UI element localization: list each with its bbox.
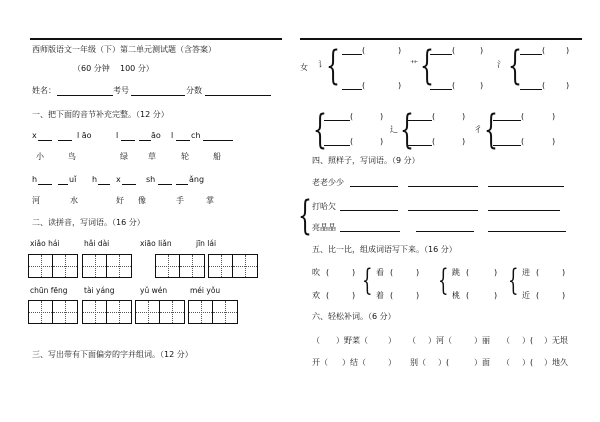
- paren-close: ): [380, 137, 384, 146]
- compare-char: 近: [522, 291, 530, 300]
- paren-close: ): [494, 291, 498, 300]
- writing-grid[interactable]: [155, 254, 205, 278]
- fill-part: ）(: [438, 358, 450, 367]
- exam-no-field[interactable]: [131, 95, 185, 96]
- fill-part: 开（: [312, 358, 328, 367]
- answer-blank[interactable]: [340, 210, 398, 211]
- compare-char: 欢: [312, 291, 320, 300]
- fill-part: ）无垠: [544, 336, 568, 345]
- char: 轮: [181, 152, 189, 161]
- answer-blank[interactable]: [520, 54, 542, 55]
- fill-part: （: [502, 358, 510, 367]
- paren-close: ): [566, 81, 570, 90]
- paren-open: (: [452, 81, 456, 90]
- answer-blank[interactable]: [350, 186, 398, 187]
- paren-close: ): [480, 81, 484, 90]
- pinyin-word: hǎi dài: [84, 239, 110, 248]
- paren-open: (: [326, 291, 330, 300]
- paren-close: ): [494, 268, 498, 277]
- answer-blank[interactable]: [488, 186, 564, 187]
- pinyin-part: uǐ: [69, 175, 77, 184]
- radical: 艹: [410, 60, 418, 69]
- pinyin-part: ǎng: [189, 175, 205, 184]
- answer-blank[interactable]: [430, 54, 452, 55]
- exam-no-label: 考号: [113, 86, 129, 95]
- paren-close: ): [552, 112, 556, 121]
- answer-blank[interactable]: [408, 120, 432, 121]
- char: 船: [213, 152, 221, 161]
- radical: 讠: [318, 60, 326, 69]
- radical: 辶: [390, 125, 398, 134]
- brace: {: [400, 107, 414, 153]
- writing-grid[interactable]: [188, 300, 238, 324]
- brace: {: [313, 107, 327, 153]
- char: 鸟: [68, 152, 76, 161]
- fill-part: ）(: [522, 358, 534, 367]
- paren-open: (: [432, 137, 436, 146]
- pinyin-part: l: [171, 131, 174, 140]
- paren-close: ): [462, 137, 466, 146]
- answer-blank[interactable]: [324, 145, 350, 146]
- compare-char: 看: [376, 268, 384, 277]
- fill-part: （: [408, 336, 416, 345]
- paren-open: (: [521, 137, 525, 146]
- example-word: 老老少少: [312, 178, 344, 187]
- paren-open: (: [536, 291, 540, 300]
- exam-title: 西师版语文一年级（下）第二单元测试题（含答案）: [32, 45, 216, 54]
- paren-close: ): [480, 46, 484, 55]
- answer-blank[interactable]: [493, 120, 521, 121]
- brace: {: [484, 107, 498, 153]
- answer-blank[interactable]: [408, 210, 478, 211]
- pinyin-part: l: [116, 131, 119, 140]
- top-rule-right: [300, 38, 582, 40]
- compare-char: 跳: [452, 268, 460, 277]
- pinyin-word: chūn fēng: [30, 286, 68, 295]
- pinyin-blank[interactable]: [176, 184, 188, 185]
- fill-part: ）地久: [544, 358, 568, 367]
- answer-blank[interactable]: [342, 89, 362, 90]
- pinyin-word: jīn lái: [196, 239, 217, 248]
- pinyin-word: méi yǒu: [190, 286, 221, 295]
- paren-close: ): [562, 268, 566, 277]
- answer-blank[interactable]: [408, 186, 478, 187]
- pinyin-blank[interactable]: [158, 184, 172, 185]
- section-6-title: 六、轻松补词。（6 分）: [312, 312, 396, 321]
- char: 像: [138, 196, 146, 205]
- pinyin-part: ch: [191, 131, 201, 140]
- paren-close: ): [352, 291, 356, 300]
- pinyin-blank[interactable]: [38, 184, 52, 185]
- fill-part: 别（: [410, 358, 426, 367]
- fill-part: ）丽: [474, 336, 490, 345]
- answer-blank[interactable]: [488, 210, 560, 211]
- brace: {: [508, 263, 519, 298]
- fill-part: ）面: [474, 358, 490, 367]
- paren-close: ): [398, 81, 402, 90]
- section-4-title: 四、照样子，写词语。（9 分）: [312, 156, 420, 165]
- paren-open: (: [350, 137, 354, 146]
- paren-close: ): [462, 112, 466, 121]
- answer-blank[interactable]: [488, 231, 566, 232]
- fill-part: ）: [388, 358, 396, 367]
- pinyin-blank[interactable]: [122, 184, 136, 185]
- name-label: 姓名：: [32, 86, 56, 95]
- brace: {: [420, 43, 434, 89]
- fill-part: ）(: [522, 336, 534, 345]
- pinyin-blank[interactable]: [176, 140, 190, 141]
- pinyin-part: h: [32, 175, 38, 184]
- paren-close: ): [552, 137, 556, 146]
- paren-open: (: [542, 81, 546, 90]
- paren-close: ): [562, 291, 566, 300]
- paren-open: (: [521, 112, 525, 121]
- pinyin-blank[interactable]: [38, 140, 52, 141]
- compare-char: 进: [522, 268, 530, 277]
- brace: {: [508, 43, 522, 89]
- radical: 彳: [474, 125, 482, 134]
- char: 水: [70, 196, 78, 205]
- pinyin-blank[interactable]: [58, 184, 68, 185]
- section-2-title: 二、读拼音，写词语。（16 分）: [32, 218, 145, 227]
- name-field[interactable]: [57, 95, 113, 96]
- pinyin-blank[interactable]: [203, 140, 233, 141]
- pinyin-word: xiǎo hái: [30, 239, 60, 248]
- brace: {: [362, 263, 373, 298]
- fill-part: ）野菜（: [336, 336, 368, 345]
- pinyin-part: sh: [146, 175, 156, 184]
- paren-close: ): [352, 268, 356, 277]
- pinyin-blank[interactable]: [98, 184, 110, 185]
- paren-close: ): [566, 46, 570, 55]
- writing-grid[interactable]: [28, 300, 78, 324]
- answer-blank[interactable]: [324, 120, 350, 121]
- writing-grid[interactable]: [28, 254, 78, 278]
- paren-open: (: [466, 291, 470, 300]
- writing-grid[interactable]: [82, 254, 132, 278]
- fill-part: （: [312, 336, 320, 345]
- pinyin-part: x: [32, 131, 37, 140]
- fill-part: ）结（: [342, 358, 366, 367]
- pinyin-part: h: [92, 175, 98, 184]
- fill-part: ）: [388, 336, 396, 345]
- brace: {: [438, 263, 449, 298]
- paren-open: (: [390, 291, 394, 300]
- paren-open: (: [326, 268, 330, 277]
- section-1-title: 一、把下面的音节补充完整。（12 分）: [32, 110, 169, 119]
- section-3-title: 三、写出带有下面偏旁的字并组词。（12 分）: [32, 350, 193, 359]
- pinyin-blank[interactable]: [121, 140, 135, 141]
- compare-char: 着: [376, 291, 384, 300]
- radical: 氵: [497, 60, 505, 69]
- writing-grid[interactable]: [82, 300, 132, 324]
- paren-close: ): [380, 112, 384, 121]
- answer-blank[interactable]: [493, 145, 521, 146]
- sample-word: 亮晶晶: [312, 223, 336, 232]
- char: 绿: [120, 152, 128, 161]
- answer-blank[interactable]: [340, 231, 400, 232]
- char: 掌: [206, 196, 214, 205]
- section-5-title: 五、比一比，组成词语写下来。（16 分）: [312, 245, 457, 254]
- paren-open: (: [536, 268, 540, 277]
- compare-char: 桃: [452, 291, 460, 300]
- pinyin-blank[interactable]: [139, 140, 151, 141]
- paren-open: (: [542, 46, 546, 55]
- score-field[interactable]: [205, 95, 271, 96]
- writing-grid[interactable]: [208, 254, 258, 278]
- writing-grid[interactable]: [135, 300, 185, 324]
- brace: {: [298, 193, 312, 239]
- pinyin-part: x: [116, 175, 121, 184]
- pinyin-part: āo: [151, 131, 161, 140]
- paren-open: (: [452, 46, 456, 55]
- radical: 女: [300, 63, 308, 72]
- exam-time: （60 分钟: [73, 64, 110, 73]
- answer-blank[interactable]: [416, 231, 474, 232]
- paren-open: (: [466, 268, 470, 277]
- paren-close: ): [398, 46, 402, 55]
- char: 手: [176, 196, 184, 205]
- fill-part: ）河（: [428, 336, 452, 345]
- pinyin-word: xiāo liǎn: [140, 239, 172, 248]
- pinyin-word: tài yáng: [84, 286, 115, 295]
- score-label: 分数: [186, 86, 202, 95]
- fill-part: （: [502, 336, 510, 345]
- answer-blank[interactable]: [408, 145, 432, 146]
- top-rule-left: [30, 38, 282, 40]
- paren-open: (: [362, 46, 366, 55]
- brace: {: [326, 43, 340, 89]
- pinyin-word: yǔ wén: [140, 286, 168, 295]
- pinyin-blank[interactable]: [58, 140, 72, 141]
- answer-blank[interactable]: [430, 89, 452, 90]
- char: 草: [148, 152, 156, 161]
- paren-open: (: [362, 81, 366, 90]
- paren-close: ): [416, 291, 420, 300]
- paren-open: (: [350, 112, 354, 121]
- char: 河: [32, 196, 40, 205]
- answer-blank[interactable]: [342, 54, 362, 55]
- exam-total-score: 100 分）: [120, 64, 154, 73]
- paren-close: ): [416, 268, 420, 277]
- paren-open: (: [390, 268, 394, 277]
- char: 小: [36, 152, 44, 161]
- compare-char: 吹: [312, 268, 320, 277]
- paren-open: (: [432, 112, 436, 121]
- char: 好: [116, 196, 124, 205]
- sample-word: 打哈欠: [312, 202, 336, 211]
- answer-blank[interactable]: [520, 89, 542, 90]
- pinyin-part: l āo: [77, 131, 92, 140]
